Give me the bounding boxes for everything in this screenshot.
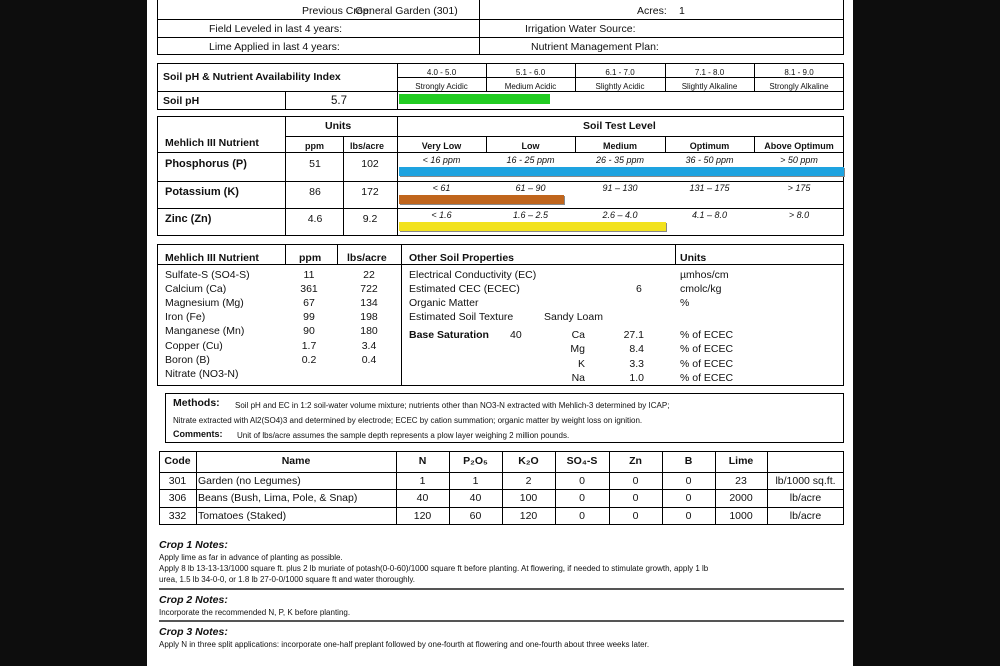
rec-cell-1-6: 0 [632,492,639,504]
irrigation-label: Irrigation Water Source: [525,23,636,35]
nutrient-row-ppm-4: 90 [303,325,315,338]
cation-units-2: % of ECEC [680,357,734,370]
ec-label: Electrical Conductivity (EC) [409,269,537,281]
rec-cell-2-8: 1000 [729,510,753,522]
rec-cell-0-8: 23 [735,475,747,487]
nutrient-row-lbs-3: 198 [360,311,378,324]
rec-header-1: Name [281,455,311,467]
level-header-0: Very Low [421,141,462,151]
cation-units-0: % of ECEC [680,329,734,341]
rec-cell-1-5: 0 [579,492,585,504]
test-row-lbs-2: 9.2 [362,213,378,225]
test-row-name-1: Potassium (K) [165,186,239,198]
rec-cell-0-2: 1 [419,475,426,487]
cec-value: 6 [636,283,642,295]
other-lbs-header: lbs/acre [347,252,387,264]
cation-value-1: 8.4 [629,343,644,356]
crop-note-0-line-1: Apply 8 lb 13-13-13/1000 square ft. plus 2 lb muriate of potash(0-0-60)/1000 square ft before planting. At flowering, if needed to stimulate growth, apply 1 lb [159,564,709,573]
crop-note-title-1: Crop 2 Notes: [159,594,228,606]
cation-ion-2: K [577,357,585,370]
organic-matter-units: % [680,297,690,309]
cation-ion-1: Mg [570,343,585,356]
ph-class-1: Medium Acidic [504,82,557,91]
test-row-level-bar-2 [399,222,666,231]
level-header-1: Low [521,141,540,151]
test-row-2-range-4: > 8.0 [788,210,810,220]
rec-cell-0-4: 2 [525,475,532,487]
test-units-header: Units [325,120,352,132]
rec-header-0: Code [164,455,191,467]
soil-ph-value: 5.7 [331,95,347,107]
nutrient-row-name-3: Iron (Fe) [165,311,206,324]
base-saturation-label: Base Saturation [409,329,489,341]
ph-range-1: 5.1 - 6.0 [515,68,546,77]
rec-cell-1-4: 100 [519,492,538,504]
other-units-header: Units [680,252,707,264]
soil-test-level-header: Soil Test Level [583,120,656,132]
rec-cell-2-7: 0 [685,510,692,522]
crop-note-0-line-2: urea, 1.5 lb 34-0-0, or 1.8 lb 27-0-0/1000 square ft and water thoroughly. [159,575,416,584]
nutrient-row-lbs-4: 180 [360,325,378,338]
rec-cell-0-6: 0 [632,475,639,487]
ph-range-2: 6.1 - 7.0 [605,68,635,77]
acres-value: 1 [679,5,685,17]
rec-cell-0-5: 0 [579,475,585,487]
soil-report-page [147,0,853,666]
rec-cell-1-2: 40 [416,492,429,504]
ph-range-3: 7.1 - 8.0 [694,68,725,77]
rec-cell-1-0: 306 [168,492,187,504]
cation-ion-0: Ca [571,329,585,341]
nutrient-row-ppm-2: 67 [303,297,315,310]
previous-crop-value: General Garden (301) [355,5,458,17]
cec-label: Estimated CEC (ECEC) [409,283,520,295]
test-row-2-range-2: 2.6 – 4.0 [602,210,638,220]
soil-texture-label: Estimated Soil Texture [409,311,514,323]
field-leveled-label: Field Leveled in last 4 years: [209,23,343,35]
other-nutrient-header: Mehlich III Nutrient [165,252,259,264]
test-ppm-header: ppm [305,141,324,151]
nutrient-row-lbs-2: 134 [360,297,378,310]
rec-cell-0-1: Garden (no Legumes) [198,475,301,487]
rec-cell-2-0: 332 [168,510,187,522]
test-row-ppm-0: 51 [309,158,321,170]
rec-cell-1-8: 2000 [729,492,753,504]
rec-cell-0-7: 0 [685,475,692,487]
test-row-0-range-1: 16 - 25 ppm [506,155,555,165]
rec-header-4: K₂O [518,455,539,467]
rec-header-2: N [418,455,427,467]
nutrient-row-name-0: Sulfate-S (SO4-S) [165,269,250,281]
cation-value-0: 27.1 [623,329,644,341]
previous-crop-label: Previous Crop: [302,5,372,17]
ph-class-3: Slightly Alkaline [681,82,738,91]
nutrient-row-lbs-6: 0.4 [361,353,377,366]
ph-range-0: 4.0 - 5.0 [426,68,457,77]
nutrient-row-ppm-1: 361 [300,283,318,296]
nutrient-row-ppm-3: 99 [303,311,315,324]
test-row-2-range-1: 1.6 – 2.5 [512,210,549,220]
cation-value-2: 3.3 [629,357,644,370]
rec-cell-1-1: Beans (Bush, Lima, Pole, & Snap) [198,492,358,504]
soil-texture-value: Sandy Loam [544,311,603,323]
rec-header-7: B [684,455,693,467]
cec-units: cmolc/kg [680,283,722,295]
nutrient-row-name-4: Manganese (Mn) [165,325,245,338]
nutrient-row-name-1: Calcium (Ca) [165,283,227,296]
nutrient-row-name-5: Copper (Cu) [165,339,223,352]
ph-range-4: 8.1 - 9.0 [784,68,814,77]
comments-label: Comments: [173,429,223,439]
level-header-2: Medium [602,141,637,151]
rec-header-6: Zn [629,455,642,467]
rec-cell-2-2: 120 [413,510,432,522]
nutrient-row-name-6: Boron (B) [165,353,210,366]
rec-cell-0-3: 1 [472,475,479,487]
test-row-level-bar-0 [399,167,844,176]
ph-class-4: Strongly Alkaline [769,82,829,91]
rec-cell-2-3: 60 [469,510,482,522]
test-row-1-range-1: 61 – 90 [515,183,546,193]
test-row-name-2: Zinc (Zn) [165,213,212,225]
rec-cell-1-7: 0 [685,492,692,504]
methods-label: Methods: [173,397,220,409]
other-ppm-header: ppm [299,252,322,264]
crop-note-title-0: Crop 1 Notes: [159,539,228,551]
cation-ion-3: Na [571,372,585,385]
test-row-1-range-3: 131 – 175 [689,183,730,193]
rec-cell-0-9: lb/1000 sq.ft. [775,475,836,487]
test-row-2-range-0: < 1.6 [431,210,452,220]
nutrient-row-ppm-6: 0.2 [301,353,317,366]
base-saturation-value: 40 [510,329,522,341]
ph-class-2: Slightly Acidic [595,82,645,91]
nutrient-row-lbs-1: 722 [360,283,378,296]
crop-note-1-line-0: Incorporate the recommended N, P, K before planting. [159,608,351,617]
lime-applied-label: Lime Applied in last 4 years: [209,41,340,53]
nutrient-row-ppm-5: 1.7 [301,339,317,352]
test-row-0-range-3: 36 - 50 ppm [685,155,734,165]
ph-level-bar [399,94,550,104]
comments-text: Unit of lbs/acre assumes the sample depth represents a plow layer weighing 2 million pounds. [237,431,570,440]
rec-header-8: Lime [728,455,754,467]
rec-cell-2-1: Tomatoes (Staked) [198,510,287,522]
rec-cell-2-4: 120 [519,510,538,522]
nutrient-row-ppm-0: 11 [303,269,315,281]
test-row-ppm-1: 86 [309,186,321,198]
nutrient-row-name-2: Magnesium (Mg) [165,297,244,310]
rec-cell-0-0: 301 [168,475,187,487]
test-row-0-range-4: > 50 ppm [780,155,818,165]
crop-note-title-2: Crop 3 Notes: [159,626,228,638]
test-row-ppm-2: 4.6 [307,213,323,225]
ec-units: µmhos/cm [680,269,729,281]
acres-label: Acres: [637,5,667,17]
test-row-0-range-2: 26 - 35 ppm [595,155,645,165]
crop-note-0-line-0: Apply lime as far in advance of planting as possible. [159,553,343,562]
methods-line-1: Soil pH and EC in 1:2 soil-water volume mixture; nutrients other than NO3-N extracted with Mehlich-3 determined by ICAP; [235,401,670,410]
organic-matter-label: Organic Matter [409,297,479,309]
rec-cell-1-9: lb/acre [789,492,822,504]
rec-cell-2-9: lb/acre [789,510,822,522]
rec-cell-2-6: 0 [632,510,639,522]
cation-value-3: 1.0 [629,372,644,385]
soil-ph-label: Soil pH [163,95,200,107]
nutrient-plan-label: Nutrient Management Plan: [531,41,659,53]
test-row-2-range-3: 4.1 – 8.0 [691,210,728,220]
cation-units-3: % of ECEC [680,372,734,385]
level-header-4: Above Optimum [764,141,834,151]
rec-cell-2-5: 0 [579,510,585,522]
rec-cell-1-3: 40 [469,492,482,504]
rec-header-5: SO₄-S [566,455,598,467]
test-row-name-0: Phosphorus (P) [165,158,247,170]
cation-units-1: % of ECEC [680,343,734,356]
other-properties-header: Other Soil Properties [409,252,515,264]
ph-section-title: Soil pH & Nutrient Availability Index [163,71,341,83]
test-lbs-header: lbs/acre [350,141,385,151]
test-row-lbs-1: 172 [361,186,379,198]
test-row-1-range-0: < 61 [432,183,451,193]
nutrient-row-lbs-0: 22 [363,269,375,281]
crop-note-2-line-0: Apply N in three split applications: incorporate one-half preplant followed by one-fourth at flowering and one-fourth about three weeks later. [159,640,650,649]
test-row-1-range-2: 91 – 130 [602,183,638,193]
test-nutrient-header: Mehlich III Nutrient [165,137,259,149]
test-row-lbs-0: 102 [361,158,379,170]
nutrient-row-name-7: Nitrate (NO3-N) [165,367,239,380]
nutrient-row-lbs-5: 3.4 [361,339,377,352]
test-row-level-bar-1 [399,195,564,204]
level-header-3: Optimum [689,141,730,151]
methods-line-2: Nitrate extracted with Al2(SO4)3 and determined by electrode; ECEC by cation summation; organic matter by weight loss on ignition. [173,416,643,425]
test-row-1-range-4: > 175 [787,183,811,193]
ph-class-0: Strongly Acidic [415,82,468,91]
test-row-0-range-0: < 16 ppm [422,155,461,165]
rec-header-3: P₂O₅ [463,455,488,467]
